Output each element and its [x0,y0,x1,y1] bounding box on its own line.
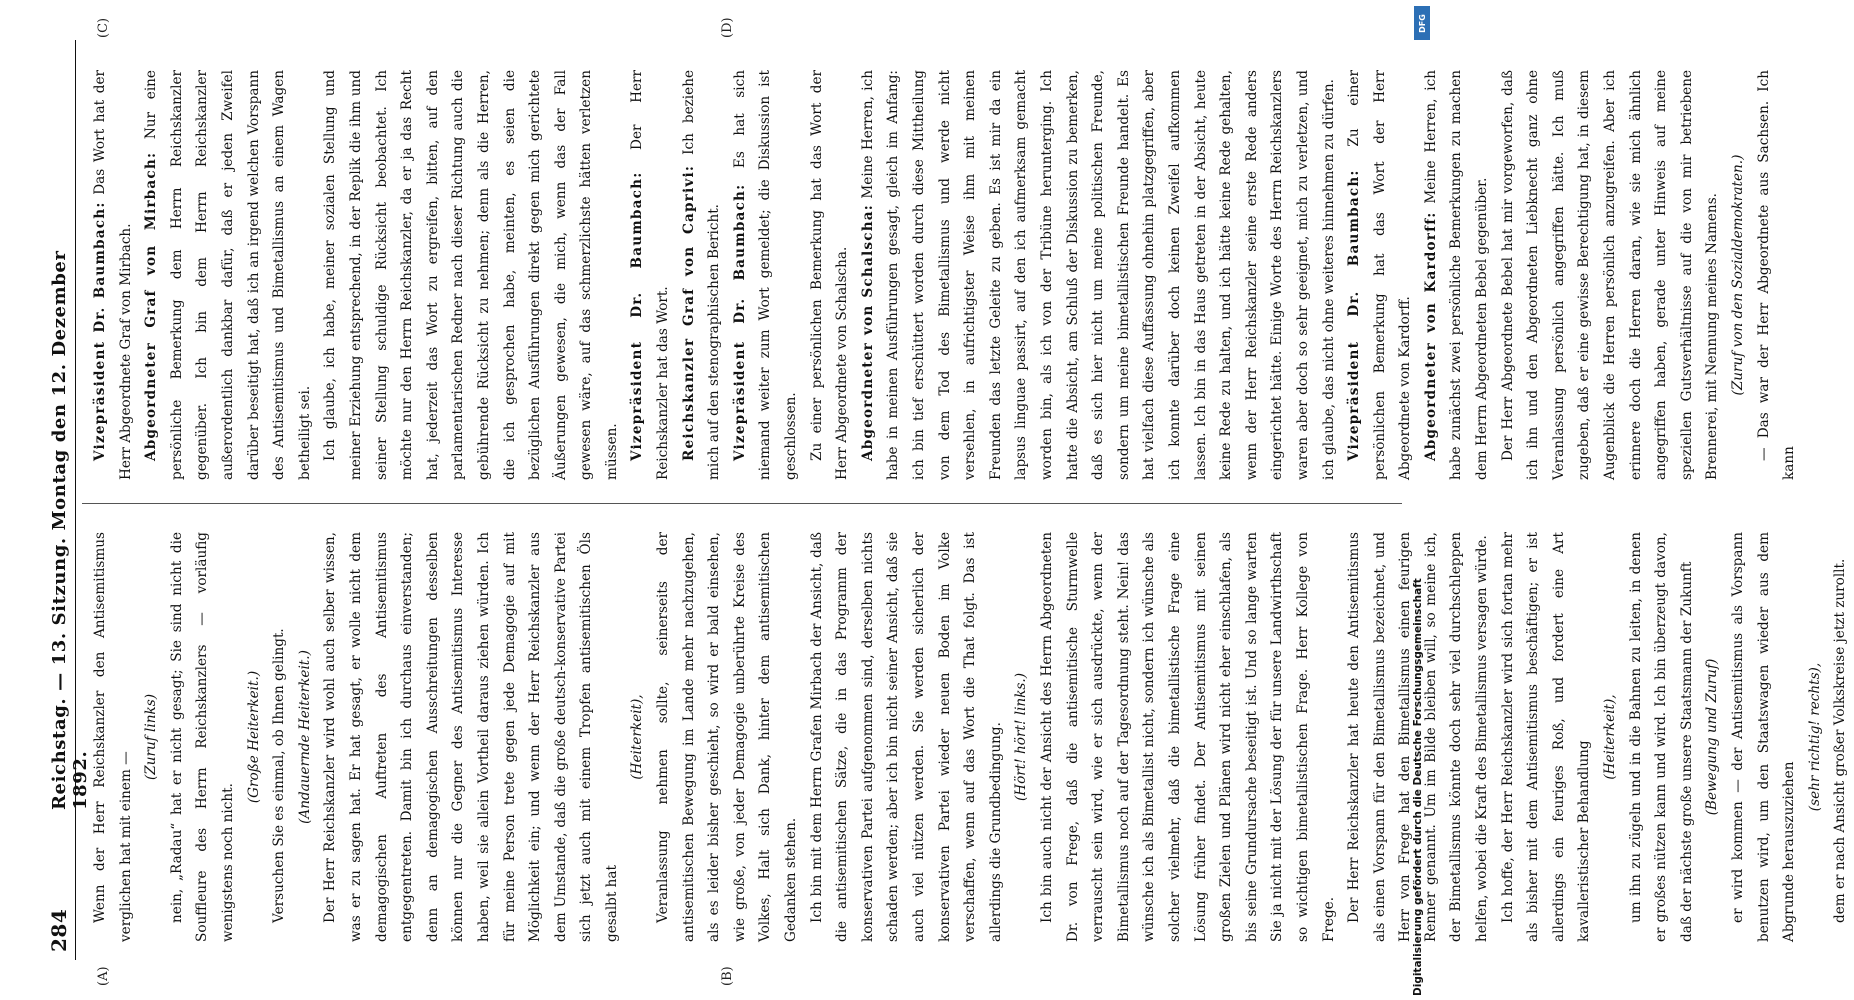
paragraph [728,70,805,480]
paragraph [1035,532,1342,942]
interjection: (Zuruf links) [143,693,160,781]
paragraph [1752,70,1803,480]
interjection: (Hört! hört! links.) [1013,672,1030,802]
paragraph-text: nein, „Radau“ hat er nicht gesagt; Sie sind nicht die Souffleure des Herrn Reichskanzlers — vorläufig wenigstens noch nicht. [168,532,236,942]
page-header [45,40,91,960]
paragraph-text: dem er nach Ansicht großer Volkskreise jetzt zurollt. [1832,558,1849,923]
interjection: (Zuruf von den Sozialdemokraten.) [1730,154,1746,396]
paragraph-text: Ich hoffe, der Herr Reichskanzler wird sich fortan mehr als bisher mit dem Antisemitismus beschäftigen; er ist allerdings ein feuriges Roß, und fordert eine Art kavalleristischer Behandlung [1499,532,1593,942]
paragraph [1419,70,1496,480]
interjection: (Bewegung und Zuruf) [1704,658,1721,816]
speaker-name: Abgeordneter von Schalscha: [859,203,876,461]
paragraph-text: Der Herr Reichskanzler hat heute den Antisemitismus als einen Vorspann für den Bimetallismus bezeichnet, und Herr von Frege hat den Bimetallismus einen feurigen Renner genannt. Um im Bilde bleiben will, so meine ich, der Bimetallismus könnte doch sehr viel durchschleppen helfen, wobei die Kraft des Bimetallismus versagen würde. [1346,532,1491,942]
paragraph-text: Es hat sich niemand weiter zum Wort gemeldet; die Diskussion ist geschlossen. [731,70,800,480]
interjection: (Große Heiterkeit.) [245,670,262,804]
paragraph [267,532,293,942]
paragraph-text: Ich beziehe mich auf den stenographischen Bericht. [680,70,723,480]
interjection: (Andauernde Heiterkeit.) [296,650,313,824]
paragraph-text: um ihn zu zügeln und in die Bahnen zu leiten, in denen er großes nützen kann und wird. Ich bin überzeugt davon, daß der nächste große unsere Staatsmann der Zukunft [1627,532,1695,942]
paragraph [651,532,805,942]
running-head: Reichstag. — 13. Sitzung. Montag den 12. Dezember 1892. [49,250,91,810]
digitization-credit: Digitalisierung gefördert durch die Deutsche Forschungsgemeinschaft [1412,578,1424,996]
paragraph [1828,532,1854,942]
speaker-name: Vizepräsident Dr. Baumbach: [92,201,108,461]
speaker-name: Abgeordneter von Kardorff: [1422,211,1439,461]
right-column [88,70,1798,480]
paragraph-text: Meine Herren, ich habe in meinen Ausführungen gesagt, gleich im Anfang: ich bin tief erschüttert worden durch diese Mittheilung von dem Tod des Bimetallismus und werde nicht versehlen, in aufrichtigster Weise ihm mit meinen Freunden das letzte Geleite zu geben. Es ist mir da ein lapsus linguae passirt, auf den ich aufmerksam gemacht worden bin, als ich von der Tribüne herunterging. Ich hatte die Absicht, am Schluß der Diskussion zu bemerken, daß es sich hier nicht um meine politischen Freunde, sondern um meine bimetallistischen Freunde handelt. Es hat vielfach diese Auffassung ohnehin platzgegriffen, aber ich konnte darüber doch keinen Zweifel aufkommen lassen. Ich bin in das Haus getreten in der Absicht, heute keine Rede zu halten, und ich hätte keine Rede gehalten, wenn der Herr Reichskanzler seine erste Rede anders eingerichtet hätte. Einige Worte des Herrn Reichskanzlers waren aber doch so sehr geeignet, mich zu verletzen, und ich glaube, das nicht ohne weiteres hinnehmen zu dürfen. [859,70,1337,480]
paragraph-text: Veranlassung nehmen sollte, seinerseits der antisemitischen Bewegung im Lande mehr nachzugehen, als es leider bisher geschieht, so wird er bald einsehen, wie große, von jeder Demagogie unberührte Kreise des Volkes, Halt sich Dank, hinter dem antisemitischen Gedanken stehen. [655,532,800,942]
paragraph [856,70,1342,480]
paragraph-text: Der Herr Abgeordnete Bebel hat mir vorgeworfen, daß ich ihn und den Abgeordneten Liebknecht ganz ohne Veranlassung persönlich angegriffen hätte. Ich muß zugeben, daß er eine gewisse Berechtigung hat, in diesem Augenblick die Herren persönlich anzugreifen. Aber ich erinnere doch die Herren daran, wie sie mich ähnlich angegriffen haben, gerade unter Hinweis auf meine speziellen Gutsverhältnisse auf die von mir betriebene Brennerei, mit Nennung meines Namens. [1499,70,1721,480]
paragraph [1496,532,1598,942]
paragraph-text: Wenn der Herr Reichskanzler den Antisemitismus verglichen hat mit einem — [92,532,134,942]
column-divider [82,503,1402,504]
paragraph-text: Das Wort hat der Herr Abgeordnete Graf von Mirbach. [92,70,134,480]
speaker-name: Abgeordneter Graf von Mirbach: [143,151,160,461]
speaker-name: Vizepräsident Dr. Baumbach: [1346,169,1363,461]
paragraph [165,532,242,942]
paragraph-text: Ich bin mit dem Herrn Grafen Mirbach der Ansicht, daß die antisemitischen Sätze, die in das Programm der konservativen Partei aufgenommen sind, derselben nichts schaden werden; aber ich bin nicht seiner Ansicht, daß sie auch viel nützen werden. Sie werden sicherlich der konservativen Partei wieder neuen Boden im Volke verschaffen, wenn auf das Wort die That folgt. Das ist allerdings die Grundbedingung. [808,532,1004,942]
speaker-name: Vizepräsident Dr. Baumbach: [731,183,748,461]
paragraph [318,70,625,480]
paragraph-text: — Das war der Herr Abgeordnete aus Sachsen. Ich kann [1755,70,1798,480]
paragraph-text: Der Herr Reichskanzler hat das Wort. [629,70,672,480]
paragraph-text: Zu einer persönlichen Bemerkung hat das Wort der Herr Abgeordnete von Schalscha. [808,70,851,480]
paragraph [1496,70,1726,480]
paragraph [1624,532,1701,942]
paragraph [1342,70,1419,480]
page-number: 284 [47,908,71,952]
paragraph [88,532,139,942]
paragraph-text: Ich glaube, ich habe, meiner sozialen Stellung und meiner Erziehung entsprechend, in der Replik die ihm und seiner Stellung schuldige Rücksicht beobachtet. Ich möchte nur den Herrn Reichskanzler, da er ja das Recht hat, jederzeit das Wort zu ergreifen, bitten, auf den parlamentarischen Redner nach dieser Richtung auch die gebührende Rücksicht zu nehmen; denn als die Herren, die ich gesprochen habe, meinten, es seien die bezüglichen Ausführungen direkt gegen mich gerichtete Äußerungen gewesen, die mich, wenn das der Fall gewesen wäre, auf das schmerzlichste hätten verletzen müssen. [322,70,620,480]
paragraph-text: Meine Herren, ich habe zunächst zwei persönliche Bemerkungen zu machen dem Herrn Abgeordneten Bebel gegenüber. [1422,70,1491,480]
interjection: (sehr richtig! rechts), [1806,662,1823,812]
margin-mark-a: (A) [96,966,111,986]
paragraph [139,70,318,480]
paragraph [1726,532,1803,942]
interjection: (Heiterkeit), [1602,694,1619,780]
paragraph [805,70,856,480]
paragraph-text: Versuchen Sie es einmal, ob Ihnen gelingt. [271,628,288,923]
dfg-logo: DFG [1414,6,1430,40]
paragraph [88,70,139,480]
speaker-name: Vizepräsident Dr. Baumbach: [629,171,646,461]
margin-mark-c: (C) [96,17,111,38]
paragraph-text: Ich bin auch nicht der Ansicht des Herrn Abgeordneten Dr. von Frege, daß die antisemitische Sturmwelle verrauscht sein wird, wie er sich ausdrückte, wenn der Bimetallismus noch auf der Tagesordnung steht. Nein! das wünsche ich als Bimetallist nicht, sondern ich wünsche als solcher vielmehr, daß die bimetallistische Frage eine Lösung früher findet. Der Antisemitismus mit seinen großen Zielen und Plänen wird nicht eher einschlafen, als bis seine Grundursache beseitigt ist. Und so lange warten Sie ja nicht mit der Lösung der für unsere Landwirthschaft so wichtigen bimetallistischen Frage. Herr Kollege von Frege. [1038,532,1337,942]
interjection: (Heiterkeit), [629,694,646,780]
paragraph [677,70,728,480]
paragraph-text: Der Herr Reichskanzler wird wohl auch selber wissen, was er zu sagen hat. Er hat gesagt, er wolle nicht dem demagogischen Auftreten des Antisemitismus entgegentreten. Damit bin ich durchaus einverstanden; denn an demagogischen Ausschreitungen desselben können nur die Gegner des Antisemitismus Interesse haben, weil sie allein Vortheil daraus ziehen würden. Ich für meine Person trete gegen jede Demagogie auf mit Möglichkeit ein; und wenn der Herr Reichskanzler aus dem Umstande, daß die große deutsch-konservative Partei sich jetzt auch mit einem Tropfen antisemitischen Öls gesalbt hat [322,532,620,942]
paragraph [318,532,625,942]
margin-mark-b: (B) [720,966,735,986]
speaker-name: Reichskanzler Graf von Caprivi: [680,164,697,461]
margin-mark-d: (D) [720,17,735,38]
paragraph-text: Zu einer persönlichen Bemerkung hat das Wort der Herr Abgeordnete von Kardorff. [1346,70,1414,480]
paragraph-text: er wird kommen — der Antisemitismus als Vorspann benutzen wird, um den Staatswagen wieder aus dem Abgrunde herauszuziehen [1730,532,1798,942]
paragraph [625,70,676,480]
paragraph [805,532,1010,942]
paragraph-text: Nur eine persönliche Bemerkung dem Herrn Reichskanzler gegenüber. Ich bin dem Herrn Reichskanzler außerordentlich dankbar dafür, daß er jeden Zweifel darüber beseitigt hat, daß ich an irgend welchen Vorspann des Antisemitismus und Bimetallismus an einem Wagen betheiligt sei. [143,70,313,480]
